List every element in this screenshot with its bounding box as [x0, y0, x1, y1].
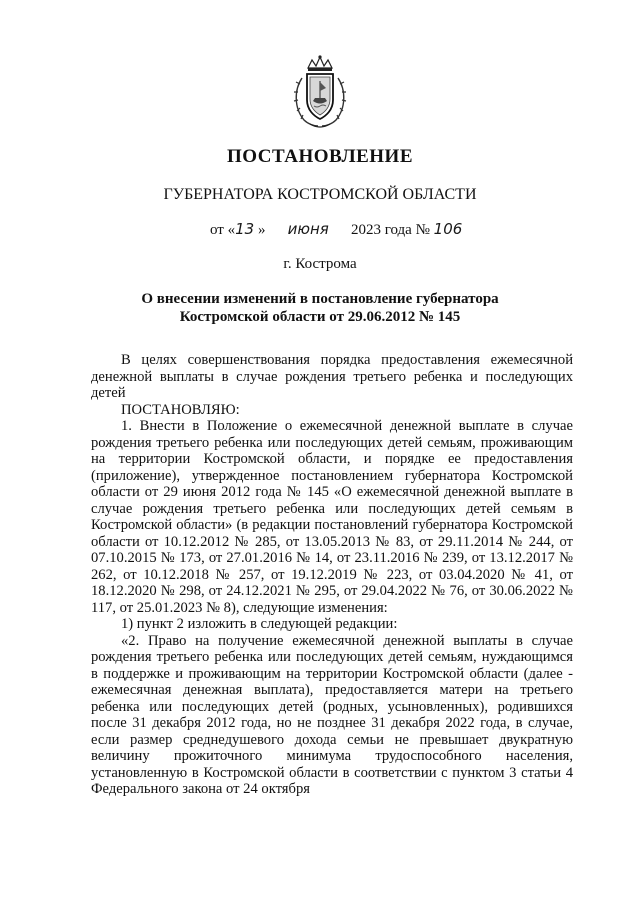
paragraph-subitem-1: 1) пункт 2 изложить в следующей редакции:: [121, 616, 398, 632]
date-month-handwritten: июня: [287, 220, 329, 238]
date-prefix: от «: [210, 222, 236, 238]
date-mid: »: [257, 222, 266, 238]
issuer-title: ГУБЕРНАТОРА КОСТРОМСКОЙ ОБЛАСТИ: [163, 186, 477, 203]
paragraph-item-1: 1. Внести в Положение о ежемесячной денежной выплате в случае рождения третьего ребенка или последующих детей семьям, проживающим на территории Костромской области, и порядке ее предоставления (приложение), утвержденное постановлением губернатора Костромской области от 29 июня 2012 года № 145 «О ежемесячной денежной выплате в случае рождения третьего ребенка или последующих детей семьям в Костромской области» (в редакции постановлений губернатора Костромской области от 10.12.2012 № 285, от 13.05.2013 № 83, от 29.11.2014 № 244, от 07.10.2015 № 173, от 27.01.2016 № 14, от 23.11.2016 № 239, от 13.12.2017 № 262, от 10.12.2018 № 257, от 19.12.2019 № 223, от 03.04.2020 № 41, от 18.12.2020 № 298, от 24.12.2021 № 295, от 29.04.2022 № 76, от 30.06.2022 № 117, от 25.01.2023 № 8), следующие изменения:: [91, 418, 573, 616]
document-heading: [120, 290, 520, 326]
coat-of-arms-icon: [292, 54, 348, 130]
heading-line-2: Костромской области от 29.06.2012 № 145: [179, 309, 461, 325]
date-year: 2023 года №: [350, 222, 430, 238]
date-day-handwritten: 13: [235, 220, 255, 238]
date-line: [210, 220, 462, 239]
paragraph-preamble: В целях совершенствования порядка предоставления ежемесячной денежной выплаты в случае рождения третьего ребенка и последующих детей: [91, 352, 573, 401]
paragraph-quoted-item-2: «2. Право на получение ежемесячной денежной выплаты в случае рождения третьего ребенка или последующих детей семьям, нуждающимся в поддержке и проживающим на территории Костромской области (далее - ежемесячная денежная выплата), предоставляется матери на третьего ребенка или последующих детей (родных, усыновленных), родившихся после 31 декабря 2012 года, но не позднее 31 декабря 2022 года, в случае, если размер среднедушевого дохода семьи не превышает двукратную величину прожиточного минимума трудоспособного населения, установленную в Костромской области в соответствии с пунктом 3 статьи 4 Федерального закона от 24 октября: [91, 632, 573, 797]
document-body: [91, 352, 573, 798]
document-number-handwritten: 106: [433, 220, 463, 238]
document-title: ПОСТАНОВЛЕНИЕ: [226, 146, 414, 167]
paragraph-resolve: ПОСТАНОВЛЯЮ:: [121, 401, 240, 418]
city-line: г. Кострома: [283, 256, 357, 272]
heading-line-1: О внесении изменений в постановление губернатора: [141, 291, 499, 307]
